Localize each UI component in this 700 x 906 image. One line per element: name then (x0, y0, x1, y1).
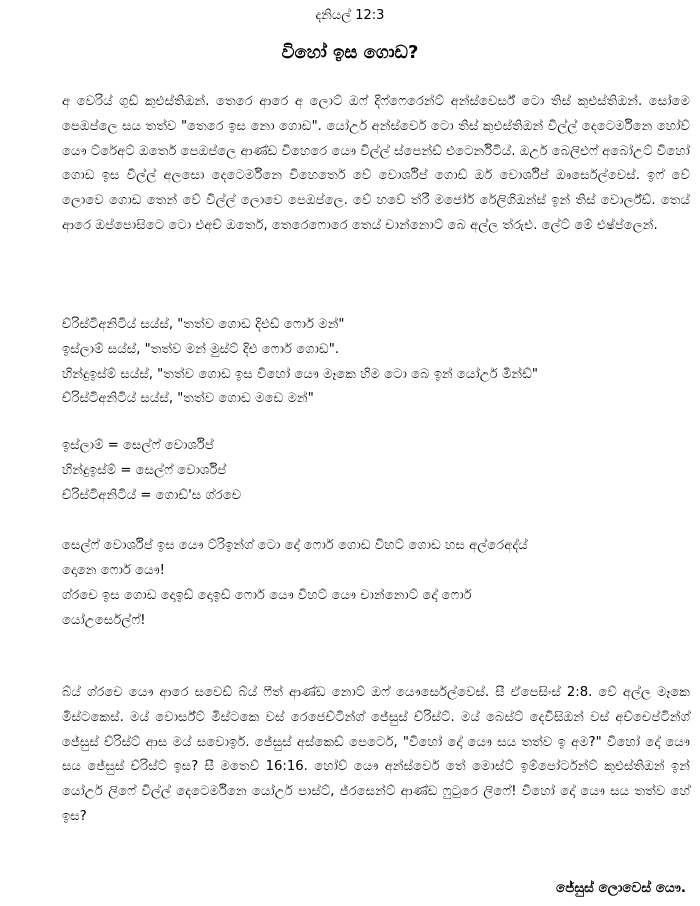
paragraph-self-worship (62, 534, 690, 584)
paragraph-line: සෙල්ෆ් වොර්ශිප් ඉස යෞ ට්රිඉන්ග් ටො දෝ ෆොර් ගොඩ විහට් ගොඩ හස අල්රෙඅද්ය් (62, 538, 528, 553)
paragraph-line: ග්රචෙ ඉස ගොඩ දොඉඩ් දොඉඩ් ෆොර් යෞ විහට් යෞ චාන්නොට් දෝ ෆොර් (62, 588, 472, 603)
religion-equations (62, 434, 690, 508)
page-title: විහෝ ඉස ගොඩ? (281, 42, 419, 63)
paragraph-salvation: බ්ය් ග්රචෙ යෞ ආරෙ සවෙඩ් බ්ය් ෆීත් ආණ්ඩ නොට් ඔෆ් යෞර්සෙල්වෙස්. සී ඒපෙසිංස් 2:8. වේ අල්ල මෑකෙ මිස්ටකෙස්. මය් වොර්ස්ට් මිස්ටකෙ වස් රෙජෙච්ටින්ග් ජේසුස් ච්රිස්ට්. මය් බෙස්ට් දෙවිසිඔන් වස් අච්චෙප්ටින්ග් ජේසුස් ච්රිස්ට් ආස මය් සවොඉර්. ජේසුස් අස්කෙඩ් පෙටෙර්, "විහෝ දෝ යෞ සය තත්ව ඉ අම?" විහෝ දෝ යෞ සය ජේසුස් ච්රිස්ට් ඉස? සී මතෙව් 16:16. හෝව් යෞ අන්ස්වෙර් තේ මොස්ට් ඉම්පෝර්ටන්ට් කුඑස්තිඔන් ඉන් යෝඋර් ලිෆේ විල්ල් දෙටෙර්මිනෙ යෝඋර් පාස්ට්, ජ්රසෙන්ට් ආණ්ඩ ෆුටුරෙ ලිෆේ! විහෝ දෝ යෞ සය තත්ව හේ ඉස? (62, 685, 690, 824)
quote-line: ඉස්ලාම් සය්ස්, "තත්ව මන් මුස්ට් දිඑ ෆොර් ගොඩ". (62, 341, 339, 357)
paragraph-intro: අ වෙරිය් ගුඩ් කුඑස්තිඔන්. තෙරෙ ආරෙ අ ලොට් ඔෆ් දිෆ්ෆෙරෙන්ට් අන්ස්වෙර්ස් ටො තිස් කුඑස්තිඔන්. සෝමෙ පෙඔප්ලෙ සය තත්ව "තෙරෙ ඉස නො ගොඩ". යෝඋර් අන්ස්වෙර් ටො තිස් කුඑස්තිඔන් විල්ල් දෙටෙර්මිනෙ හෝව් යෞ ට්රේඅට් ඔතෙර් පෙඔප්ලෙ ආණ්ඩ විහෙරෙ යෞ විල්ල් ස්පෙන්ඩ් එටෙර්නිටිය්. ඔඋර් බෙලිඑෆ් අබෝඋට් විහෝ ගොඩ ඉස විල්ල් අලසො දෙටෙර්මිනෙ විහෙතෙර් වේ වොර්ශිප් ගොඩ් ඔර් වොර්ශිප් ඖර්සෙල්වෙස්. ඉෆ් වේ ලොවෙ ගොඩ තෙන් වේ විල්ල් ලොවෙ පෙඔප්ලෙ. වේ හවේ ත්රී මජෝර් රේලිගිඔන්ස් ඉන් තිස් වොර්ල්ඩ්. තෙය් ආරෙ ඔප්පොසිටෙ ටො එඅච් ඔතෙර්, තෙරෙෆොරෙ තෙය් චාන්නොට් බෙ අල්ල ත්රුඑ. ලේට් මේ එෂ්ප්ලෙන්. (62, 94, 690, 233)
quote-line: ච්රිස්ටිඅනිටිය් සය්ස්, "තත්ව ගොඩ මඩෙ මන්" (62, 391, 314, 407)
quote-line: ච්රිස්ටිඅනිටිය් සය්ස්, "තත්ව ගොඩ දිඑඩ් ෆොර් මන්" (62, 317, 345, 332)
paragraph-line: දොනෙ ෆොර් යෞ! (62, 562, 165, 578)
signature-line: ජේසුස් ලොවෙස් යෞ. (556, 880, 686, 896)
quote-line: හින්දුඉස්ම් සය්ස්, "තත්ව ගොඩ ඉස විහෝ යෞ මෑකෙ හිම ටො බෙ ඉන් යෝඋර් මින්ඩ්" (62, 366, 538, 382)
equation-line: ඉස්ලාම් = සෙල්ෆ් වොර්ශිප් (62, 438, 214, 453)
paragraph-line: යෝඋර්සෙල්ෆ්! (62, 612, 146, 628)
equation-line: හින්දුඉස්ම් = සෙල්ෆ් වොර්ශිප් (62, 462, 227, 478)
paragraph-grace (62, 584, 690, 634)
religion-quotes (62, 313, 690, 412)
equation-line: ච්රිස්ටිඅනිටිය් = ගොඩ්'ස ග්රචෙ (62, 487, 242, 503)
bible-reference: දනියල් 12:3 (315, 8, 385, 23)
